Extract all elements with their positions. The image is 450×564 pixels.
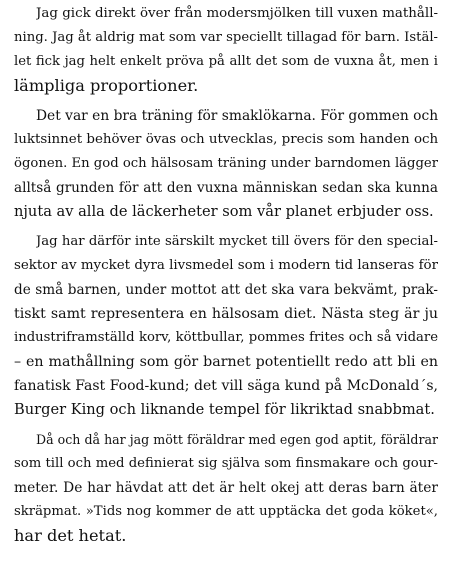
text-line: alltså grunden för att den vuxna människan sedan ska kunna — [14, 180, 438, 196]
text-line: – en mathållning som gör barnet potentiellt redo att bli en — [14, 354, 438, 370]
text-line: ögonen. En god och hälsosam träning under barndomen lägger — [14, 156, 438, 171]
text-line: Jag gick direkt över från modersmjölken till vuxen mathåll- — [36, 6, 438, 21]
text-line: let fick jag helt enkelt pröva på allt det som de vuxna åt, men i — [14, 54, 438, 69]
text-line: Jag har därför inte särskilt mycket till övers för den special- — [36, 234, 438, 249]
text-line: ning. Jag åt aldrig mat som var speciellt tillagad för barn. Istäl- — [14, 30, 438, 45]
text-line: fanatisk Fast Food-kund; det vill säga kund på McDonald´s, — [14, 378, 438, 394]
text-line: sektor av mycket dyra livsmedel som i modern tid lanseras för — [14, 258, 438, 273]
text-line: Det var en bra träning för smaklökarna. För gommen och — [36, 108, 438, 124]
text-line: Då och då har jag mött föräldrar med egen god aptit, föräldrar — [36, 432, 438, 447]
text-line: de små barnen, under mottot att det ska vara bekvämt, prak- — [14, 282, 438, 298]
text-line: luktsinnet behöver övas och utvecklas, precis som handen och — [14, 132, 438, 147]
text-line: skräpmat. »Tids nog kommer de att upptäcka det goda köket«, — [14, 504, 438, 519]
text-line: industriframställd korv, köttbullar, pommes frites och så vidare — [14, 330, 438, 345]
text-line: lämpliga proportioner. — [14, 76, 199, 95]
text-line: njuta av alla de läckerheter som vår planet erbjuder oss. — [14, 203, 434, 220]
text-line: meter. De har hävdat att det är helt okej att deras barn äter — [14, 480, 438, 496]
text-line: tiskt samt representera en hälsosam diet. Nästa steg är ju — [14, 306, 438, 322]
text-line: som till och med definierat sig själva som finsmakare och gour- — [14, 456, 438, 471]
text-line: Burger King och liknande tempel för likriktad snabbmat. — [14, 401, 435, 418]
text-line: har det hetat. — [14, 526, 127, 545]
